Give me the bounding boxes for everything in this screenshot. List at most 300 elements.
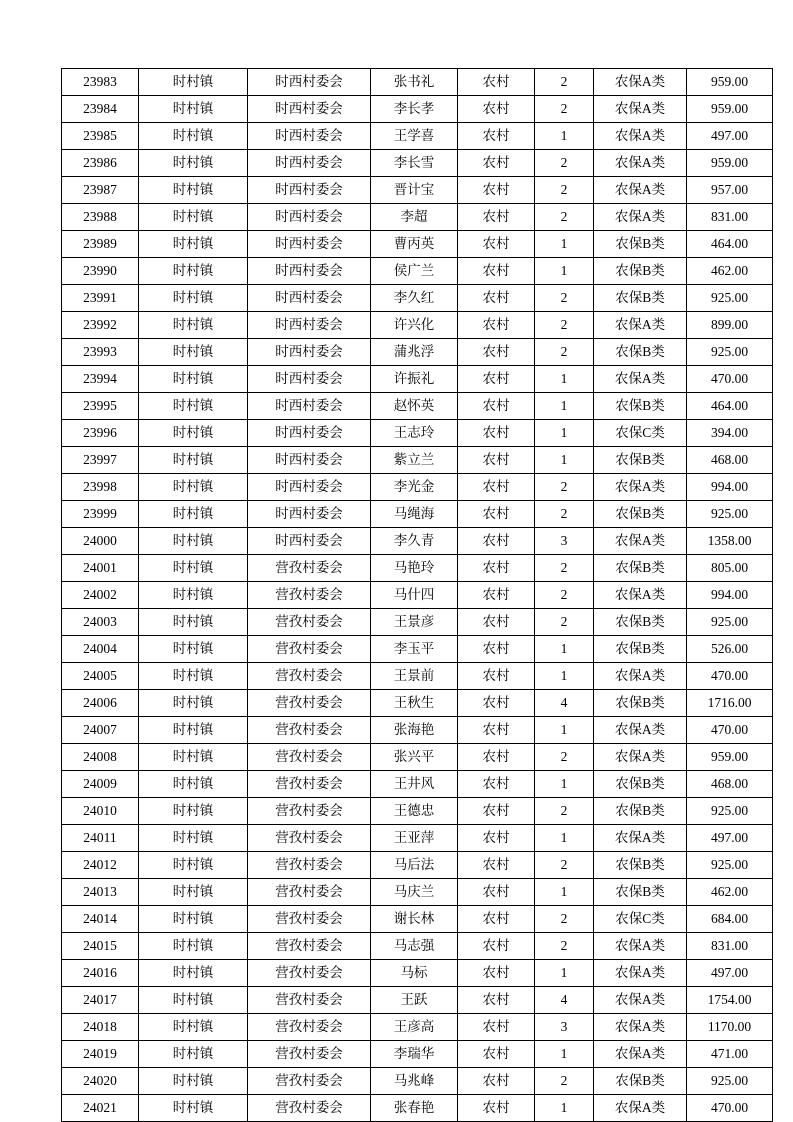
cell-type: 农村	[458, 231, 535, 258]
cell-town: 时村镇	[139, 1068, 248, 1095]
cell-type: 农村	[458, 312, 535, 339]
cell-category: 农保A类	[594, 204, 687, 231]
cell-village: 营孜村委会	[248, 825, 371, 852]
table-row	[62, 339, 773, 366]
cell-village: 营孜村委会	[248, 636, 371, 663]
subsidy-table	[61, 68, 773, 1122]
cell-count: 2	[535, 204, 594, 231]
cell-type: 农村	[458, 582, 535, 609]
cell-type: 农村	[458, 1095, 535, 1122]
cell-id: 23996	[62, 420, 139, 447]
cell-amount: 464.00	[687, 393, 773, 420]
cell-count: 2	[535, 852, 594, 879]
cell-amount: 959.00	[687, 744, 773, 771]
cell-name: 李长孝	[371, 96, 458, 123]
cell-type: 农村	[458, 879, 535, 906]
cell-amount: 468.00	[687, 447, 773, 474]
cell-town: 时村镇	[139, 474, 248, 501]
cell-type: 农村	[458, 1041, 535, 1068]
table-row	[62, 501, 773, 528]
cell-id: 23983	[62, 69, 139, 96]
table-row	[62, 663, 773, 690]
cell-count: 2	[535, 285, 594, 312]
cell-name: 张兴平	[371, 744, 458, 771]
cell-name: 马兆峰	[371, 1068, 458, 1095]
cell-category: 农保B类	[594, 1068, 687, 1095]
table-row	[62, 258, 773, 285]
cell-village: 时西村委会	[248, 474, 371, 501]
cell-town: 时村镇	[139, 420, 248, 447]
cell-town: 时村镇	[139, 69, 248, 96]
cell-type: 农村	[458, 528, 535, 555]
cell-town: 时村镇	[139, 204, 248, 231]
cell-town: 时村镇	[139, 852, 248, 879]
cell-name: 马什四	[371, 582, 458, 609]
cell-id: 24006	[62, 690, 139, 717]
table-row	[62, 474, 773, 501]
cell-category: 农保A类	[594, 1014, 687, 1041]
table-row	[62, 744, 773, 771]
cell-count: 1	[535, 258, 594, 285]
cell-category: 农保A类	[594, 150, 687, 177]
cell-id: 24019	[62, 1041, 139, 1068]
cell-type: 农村	[458, 852, 535, 879]
cell-name: 张书礼	[371, 69, 458, 96]
cell-category: 农保B类	[594, 852, 687, 879]
cell-category: 农保A类	[594, 474, 687, 501]
cell-id: 23991	[62, 285, 139, 312]
cell-amount: 899.00	[687, 312, 773, 339]
cell-amount: 925.00	[687, 285, 773, 312]
cell-village: 时西村委会	[248, 339, 371, 366]
cell-type: 农村	[458, 690, 535, 717]
cell-id: 24014	[62, 906, 139, 933]
cell-village: 时西村委会	[248, 285, 371, 312]
cell-name: 许振礼	[371, 366, 458, 393]
cell-category: 农保A类	[594, 744, 687, 771]
cell-village: 时西村委会	[248, 204, 371, 231]
table-row	[62, 690, 773, 717]
cell-town: 时村镇	[139, 771, 248, 798]
cell-category: 农保B类	[594, 231, 687, 258]
cell-amount: 1170.00	[687, 1014, 773, 1041]
cell-count: 4	[535, 690, 594, 717]
table-row	[62, 123, 773, 150]
cell-town: 时村镇	[139, 960, 248, 987]
cell-type: 农村	[458, 339, 535, 366]
cell-amount: 462.00	[687, 879, 773, 906]
cell-id: 23985	[62, 123, 139, 150]
cell-town: 时村镇	[139, 717, 248, 744]
table-row	[62, 393, 773, 420]
cell-name: 王亚萍	[371, 825, 458, 852]
cell-town: 时村镇	[139, 177, 248, 204]
table-body	[62, 69, 773, 1122]
cell-type: 农村	[458, 204, 535, 231]
cell-id: 24012	[62, 852, 139, 879]
cell-amount: 468.00	[687, 771, 773, 798]
cell-count: 1	[535, 123, 594, 150]
cell-amount: 526.00	[687, 636, 773, 663]
cell-town: 时村镇	[139, 690, 248, 717]
table-row	[62, 555, 773, 582]
cell-id: 24008	[62, 744, 139, 771]
cell-name: 侯广兰	[371, 258, 458, 285]
cell-id: 23989	[62, 231, 139, 258]
cell-village: 营孜村委会	[248, 690, 371, 717]
cell-town: 时村镇	[139, 339, 248, 366]
cell-category: 农保B类	[594, 771, 687, 798]
cell-category: 农保C类	[594, 420, 687, 447]
cell-category: 农保B类	[594, 501, 687, 528]
cell-amount: 470.00	[687, 717, 773, 744]
cell-id: 23986	[62, 150, 139, 177]
cell-town: 时村镇	[139, 1041, 248, 1068]
cell-count: 2	[535, 69, 594, 96]
cell-category: 农保A类	[594, 825, 687, 852]
cell-id: 24000	[62, 528, 139, 555]
cell-village: 营孜村委会	[248, 933, 371, 960]
cell-category: 农保B类	[594, 798, 687, 825]
cell-village: 营孜村委会	[248, 852, 371, 879]
cell-town: 时村镇	[139, 528, 248, 555]
cell-type: 农村	[458, 798, 535, 825]
cell-amount: 959.00	[687, 96, 773, 123]
table-row	[62, 177, 773, 204]
cell-id: 23990	[62, 258, 139, 285]
cell-category: 农保A类	[594, 123, 687, 150]
table-row	[62, 798, 773, 825]
cell-village: 时西村委会	[248, 420, 371, 447]
cell-count: 1	[535, 1041, 594, 1068]
cell-count: 1	[535, 717, 594, 744]
cell-type: 农村	[458, 420, 535, 447]
cell-count: 2	[535, 933, 594, 960]
table-row	[62, 366, 773, 393]
cell-count: 2	[535, 177, 594, 204]
cell-town: 时村镇	[139, 933, 248, 960]
cell-village: 营孜村委会	[248, 555, 371, 582]
cell-name: 马标	[371, 960, 458, 987]
cell-village: 营孜村委会	[248, 771, 371, 798]
cell-name: 张春艳	[371, 1095, 458, 1122]
cell-name: 王景彦	[371, 609, 458, 636]
cell-category: 农保B类	[594, 339, 687, 366]
cell-amount: 925.00	[687, 852, 773, 879]
cell-count: 2	[535, 1068, 594, 1095]
cell-type: 农村	[458, 933, 535, 960]
cell-type: 农村	[458, 906, 535, 933]
cell-amount: 470.00	[687, 1095, 773, 1122]
cell-village: 营孜村委会	[248, 744, 371, 771]
table-row	[62, 906, 773, 933]
cell-village: 时西村委会	[248, 69, 371, 96]
cell-name: 马绳海	[371, 501, 458, 528]
cell-id: 23984	[62, 96, 139, 123]
table-row	[62, 285, 773, 312]
cell-count: 2	[535, 582, 594, 609]
cell-id: 24021	[62, 1095, 139, 1122]
cell-id: 24018	[62, 1014, 139, 1041]
cell-town: 时村镇	[139, 879, 248, 906]
cell-amount: 1754.00	[687, 987, 773, 1014]
cell-amount: 994.00	[687, 474, 773, 501]
cell-id: 24002	[62, 582, 139, 609]
cell-id: 24020	[62, 1068, 139, 1095]
cell-town: 时村镇	[139, 609, 248, 636]
cell-amount: 959.00	[687, 69, 773, 96]
cell-count: 2	[535, 906, 594, 933]
table-row	[62, 825, 773, 852]
cell-id: 23997	[62, 447, 139, 474]
cell-amount: 1358.00	[687, 528, 773, 555]
cell-amount: 1716.00	[687, 690, 773, 717]
cell-name: 王景前	[371, 663, 458, 690]
cell-village: 营孜村委会	[248, 1068, 371, 1095]
cell-category: 农保A类	[594, 312, 687, 339]
table-row	[62, 879, 773, 906]
cell-type: 农村	[458, 825, 535, 852]
cell-count: 2	[535, 339, 594, 366]
cell-category: 农保A类	[594, 987, 687, 1014]
cell-category: 农保B类	[594, 258, 687, 285]
table-row	[62, 1041, 773, 1068]
cell-name: 王井风	[371, 771, 458, 798]
cell-amount: 959.00	[687, 150, 773, 177]
cell-category: 农保B类	[594, 636, 687, 663]
cell-town: 时村镇	[139, 1014, 248, 1041]
cell-village: 营孜村委会	[248, 1014, 371, 1041]
table-row	[62, 1014, 773, 1041]
table-row	[62, 636, 773, 663]
cell-count: 4	[535, 987, 594, 1014]
cell-town: 时村镇	[139, 825, 248, 852]
cell-name: 马庆兰	[371, 879, 458, 906]
cell-category: 农保B类	[594, 555, 687, 582]
cell-id: 24011	[62, 825, 139, 852]
cell-category: 农保A类	[594, 717, 687, 744]
cell-amount: 925.00	[687, 609, 773, 636]
cell-id: 24007	[62, 717, 139, 744]
cell-id: 23993	[62, 339, 139, 366]
table-row	[62, 231, 773, 258]
cell-count: 1	[535, 447, 594, 474]
cell-amount: 994.00	[687, 582, 773, 609]
cell-category: 农保B类	[594, 879, 687, 906]
cell-type: 农村	[458, 123, 535, 150]
cell-name: 马后法	[371, 852, 458, 879]
cell-name: 李久青	[371, 528, 458, 555]
cell-type: 农村	[458, 474, 535, 501]
cell-id: 23994	[62, 366, 139, 393]
cell-id: 23992	[62, 312, 139, 339]
cell-town: 时村镇	[139, 393, 248, 420]
cell-count: 2	[535, 744, 594, 771]
cell-town: 时村镇	[139, 582, 248, 609]
cell-village: 营孜村委会	[248, 798, 371, 825]
cell-village: 营孜村委会	[248, 582, 371, 609]
cell-count: 2	[535, 150, 594, 177]
cell-category: 农保A类	[594, 960, 687, 987]
cell-name: 王跃	[371, 987, 458, 1014]
cell-id: 24010	[62, 798, 139, 825]
cell-amount: 394.00	[687, 420, 773, 447]
cell-amount: 497.00	[687, 123, 773, 150]
cell-type: 农村	[458, 960, 535, 987]
cell-count: 2	[535, 96, 594, 123]
cell-amount: 684.00	[687, 906, 773, 933]
cell-name: 许兴化	[371, 312, 458, 339]
cell-id: 24013	[62, 879, 139, 906]
cell-type: 农村	[458, 987, 535, 1014]
cell-name: 曹丙英	[371, 231, 458, 258]
cell-amount: 831.00	[687, 204, 773, 231]
table-row	[62, 933, 773, 960]
cell-count: 1	[535, 960, 594, 987]
table-row	[62, 987, 773, 1014]
cell-name: 王学喜	[371, 123, 458, 150]
cell-town: 时村镇	[139, 744, 248, 771]
cell-name: 谢长林	[371, 906, 458, 933]
cell-name: 王彦高	[371, 1014, 458, 1041]
cell-village: 营孜村委会	[248, 717, 371, 744]
table-row	[62, 447, 773, 474]
cell-name: 李光金	[371, 474, 458, 501]
cell-name: 马艳玲	[371, 555, 458, 582]
cell-amount: 925.00	[687, 1068, 773, 1095]
cell-name: 张海艳	[371, 717, 458, 744]
cell-count: 1	[535, 636, 594, 663]
cell-amount: 470.00	[687, 366, 773, 393]
cell-amount: 925.00	[687, 798, 773, 825]
cell-town: 时村镇	[139, 663, 248, 690]
cell-count: 2	[535, 312, 594, 339]
cell-type: 农村	[458, 177, 535, 204]
cell-village: 时西村委会	[248, 258, 371, 285]
cell-village: 营孜村委会	[248, 987, 371, 1014]
cell-id: 23999	[62, 501, 139, 528]
cell-count: 2	[535, 609, 594, 636]
cell-count: 1	[535, 825, 594, 852]
cell-type: 农村	[458, 69, 535, 96]
table-row	[62, 1095, 773, 1122]
cell-count: 1	[535, 231, 594, 258]
cell-village: 营孜村委会	[248, 879, 371, 906]
table-row	[62, 852, 773, 879]
cell-village: 时西村委会	[248, 96, 371, 123]
cell-amount: 464.00	[687, 231, 773, 258]
cell-amount: 497.00	[687, 960, 773, 987]
cell-name: 李久红	[371, 285, 458, 312]
cell-village: 营孜村委会	[248, 1041, 371, 1068]
table-row	[62, 96, 773, 123]
cell-village: 时西村委会	[248, 231, 371, 258]
cell-id: 24016	[62, 960, 139, 987]
cell-id: 24017	[62, 987, 139, 1014]
cell-category: 农保A类	[594, 663, 687, 690]
cell-count: 2	[535, 798, 594, 825]
cell-type: 农村	[458, 366, 535, 393]
table-row	[62, 609, 773, 636]
cell-village: 营孜村委会	[248, 906, 371, 933]
cell-count: 2	[535, 555, 594, 582]
table-row	[62, 960, 773, 987]
cell-village: 营孜村委会	[248, 960, 371, 987]
cell-town: 时村镇	[139, 636, 248, 663]
cell-village: 时西村委会	[248, 393, 371, 420]
cell-name: 李瑞华	[371, 1041, 458, 1068]
cell-amount: 957.00	[687, 177, 773, 204]
cell-id: 24009	[62, 771, 139, 798]
cell-name: 赵怀英	[371, 393, 458, 420]
cell-id: 24005	[62, 663, 139, 690]
table-row	[62, 420, 773, 447]
cell-count: 1	[535, 366, 594, 393]
cell-type: 农村	[458, 393, 535, 420]
cell-amount: 831.00	[687, 933, 773, 960]
cell-name: 王秋生	[371, 690, 458, 717]
table-row	[62, 717, 773, 744]
cell-village: 营孜村委会	[248, 1095, 371, 1122]
cell-type: 农村	[458, 150, 535, 177]
table-row	[62, 150, 773, 177]
cell-category: 农保B类	[594, 447, 687, 474]
cell-amount: 497.00	[687, 825, 773, 852]
cell-id: 24001	[62, 555, 139, 582]
cell-name: 李超	[371, 204, 458, 231]
cell-town: 时村镇	[139, 1095, 248, 1122]
cell-id: 23998	[62, 474, 139, 501]
cell-name: 李玉平	[371, 636, 458, 663]
cell-village: 营孜村委会	[248, 663, 371, 690]
table-row	[62, 312, 773, 339]
cell-town: 时村镇	[139, 555, 248, 582]
cell-town: 时村镇	[139, 231, 248, 258]
cell-village: 时西村委会	[248, 366, 371, 393]
table-row	[62, 69, 773, 96]
cell-type: 农村	[458, 96, 535, 123]
cell-type: 农村	[458, 717, 535, 744]
cell-id: 23987	[62, 177, 139, 204]
cell-village: 时西村委会	[248, 447, 371, 474]
cell-count: 2	[535, 501, 594, 528]
table-row	[62, 771, 773, 798]
cell-category: 农保B类	[594, 609, 687, 636]
cell-category: 农保A类	[594, 69, 687, 96]
cell-name: 蒲兆浮	[371, 339, 458, 366]
cell-count: 1	[535, 420, 594, 447]
cell-id: 24015	[62, 933, 139, 960]
cell-town: 时村镇	[139, 798, 248, 825]
cell-category: 农保A类	[594, 933, 687, 960]
cell-village: 时西村委会	[248, 123, 371, 150]
cell-count: 3	[535, 528, 594, 555]
cell-type: 农村	[458, 609, 535, 636]
cell-count: 1	[535, 663, 594, 690]
cell-category: 农保B类	[594, 690, 687, 717]
table-row	[62, 528, 773, 555]
cell-type: 农村	[458, 1014, 535, 1041]
cell-name: 王德忠	[371, 798, 458, 825]
cell-type: 农村	[458, 285, 535, 312]
cell-name: 晋计宝	[371, 177, 458, 204]
cell-id: 24004	[62, 636, 139, 663]
cell-village: 时西村委会	[248, 177, 371, 204]
cell-amount: 805.00	[687, 555, 773, 582]
table-row	[62, 582, 773, 609]
cell-village: 时西村委会	[248, 312, 371, 339]
cell-category: 农保A类	[594, 582, 687, 609]
